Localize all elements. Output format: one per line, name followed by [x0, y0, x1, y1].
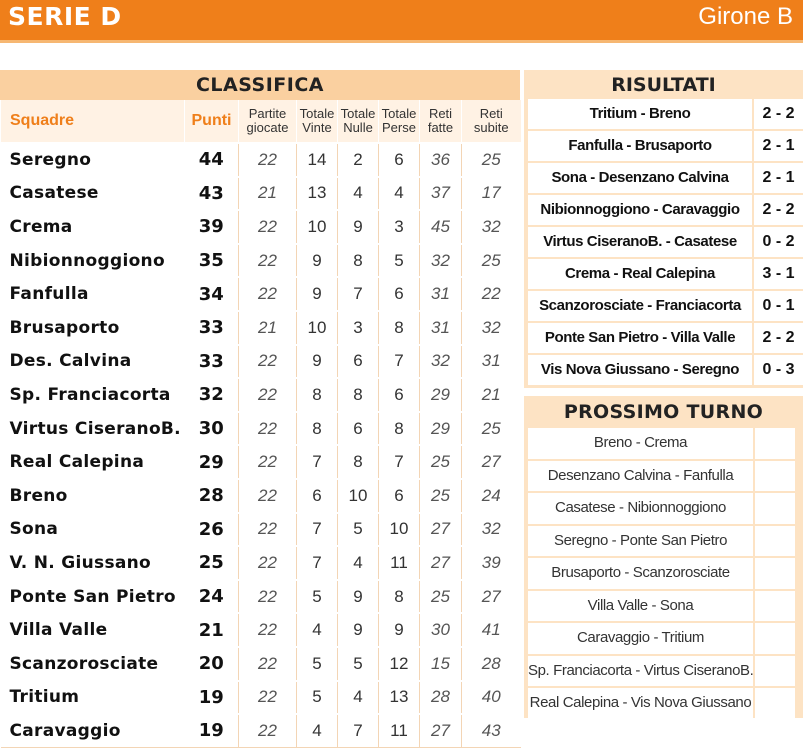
fixture-match: Villa Valle - Sona	[528, 591, 753, 622]
goals-against: 22	[462, 277, 521, 311]
table-row	[1, 378, 521, 412]
col-header-fatte: Reti fatte	[420, 100, 462, 143]
result-row	[524, 195, 803, 225]
col-header-giocate: Partite giocate	[239, 100, 297, 143]
team-points: 25	[185, 546, 239, 580]
table-row	[1, 546, 521, 580]
draws: 8	[338, 378, 379, 412]
fixture-match: Sp. Franciacorta - Virtus CiseranoB.	[528, 656, 753, 687]
team-points: 44	[185, 143, 239, 177]
games-played: 22	[239, 277, 297, 311]
team-name: Villa Valle	[1, 613, 185, 647]
team-points: 33	[185, 311, 239, 345]
goals-for: 27	[420, 546, 462, 580]
fixture-match: Real Calepina - Vis Nova Giussano	[528, 688, 753, 719]
wins: 8	[297, 412, 338, 446]
goals-for: 15	[420, 647, 462, 681]
team-points: 28	[185, 479, 239, 513]
team-points: 39	[185, 210, 239, 244]
team-points: 30	[185, 412, 239, 446]
table-row	[1, 681, 521, 715]
games-played: 22	[239, 345, 297, 379]
losses: 11	[379, 714, 420, 747]
result-score: 2 - 2	[754, 323, 803, 353]
results-title: RISULTATI	[611, 74, 716, 96]
goals-against: 32	[462, 311, 521, 345]
result-match: Nibionnoggiono - Caravaggio	[528, 195, 752, 225]
team-points: 21	[185, 613, 239, 647]
goals-for: 29	[420, 378, 462, 412]
goals-against: 28	[462, 647, 521, 681]
wins: 5	[297, 647, 338, 681]
standings-title: CLASSIFICA	[0, 70, 520, 100]
fixture-score-box	[755, 526, 795, 557]
goals-for: 29	[420, 412, 462, 446]
games-played: 22	[239, 244, 297, 278]
fixture-score-box	[755, 688, 795, 719]
fixture-row	[524, 526, 803, 557]
fixture-score-box	[755, 461, 795, 492]
fixture-match: Breno - Crema	[528, 428, 753, 459]
goals-for: 25	[420, 580, 462, 614]
goals-against: 32	[462, 210, 521, 244]
losses: 9	[379, 613, 420, 647]
table-row	[1, 177, 521, 211]
draws: 8	[338, 244, 379, 278]
fixture-score-box	[755, 558, 795, 589]
wins: 8	[297, 378, 338, 412]
result-score: 0 - 2	[754, 227, 803, 257]
fixture-row	[524, 623, 803, 654]
draws: 5	[338, 513, 379, 547]
team-name: Tritium	[1, 681, 185, 715]
league-title: SERIE D	[8, 2, 122, 31]
wins: 5	[297, 580, 338, 614]
results-panel	[524, 70, 803, 388]
draws: 8	[338, 445, 379, 479]
result-match: Tritium - Breno	[528, 99, 752, 129]
games-played: 21	[239, 177, 297, 211]
draws: 4	[338, 177, 379, 211]
next-round-panel	[524, 396, 803, 718]
result-score: 2 - 1	[754, 163, 803, 193]
draws: 9	[338, 210, 379, 244]
draws: 6	[338, 345, 379, 379]
games-played: 22	[239, 513, 297, 547]
goals-for: 36	[420, 143, 462, 177]
goals-against: 21	[462, 378, 521, 412]
result-score: 2 - 1	[754, 131, 803, 161]
table-row	[1, 143, 521, 177]
goals-for: 45	[420, 210, 462, 244]
goals-against: 25	[462, 244, 521, 278]
games-played: 22	[239, 714, 297, 747]
result-row	[524, 163, 803, 193]
goals-against: 25	[462, 143, 521, 177]
fixture-match: Casatese - Nibionnoggiono	[528, 493, 753, 524]
wins: 4	[297, 714, 338, 747]
team-points: 19	[185, 681, 239, 715]
wins: 7	[297, 445, 338, 479]
goals-for: 32	[420, 244, 462, 278]
losses: 3	[379, 210, 420, 244]
goals-against: 43	[462, 714, 521, 747]
draws: 6	[338, 412, 379, 446]
col-header-vinte: Totale Vinte	[297, 100, 338, 143]
result-score: 0 - 1	[754, 291, 803, 321]
team-name: Real Calepina	[1, 445, 185, 479]
col-header-squadre: Squadre	[1, 100, 185, 143]
losses: 6	[379, 143, 420, 177]
team-name: Brusaporto	[1, 311, 185, 345]
team-name: Virtus CiseranoB.	[1, 412, 185, 446]
games-played: 22	[239, 546, 297, 580]
col-header-subite: Reti subite	[462, 100, 521, 143]
fixture-match: Caravaggio - Tritium	[528, 623, 753, 654]
games-played: 22	[239, 647, 297, 681]
team-name: Breno	[1, 479, 185, 513]
goals-for: 30	[420, 613, 462, 647]
fixture-row	[524, 428, 803, 459]
losses: 5	[379, 244, 420, 278]
header-bar	[0, 0, 803, 40]
wins: 7	[297, 513, 338, 547]
goals-against: 41	[462, 613, 521, 647]
draws: 10	[338, 479, 379, 513]
team-points: 20	[185, 647, 239, 681]
wins: 14	[297, 143, 338, 177]
result-score: 3 - 1	[754, 259, 803, 289]
table-row	[1, 580, 521, 614]
wins: 9	[297, 277, 338, 311]
team-points: 19	[185, 714, 239, 747]
team-name: Seregno	[1, 143, 185, 177]
losses: 7	[379, 345, 420, 379]
goals-against: 27	[462, 580, 521, 614]
draws: 5	[338, 647, 379, 681]
table-row	[1, 513, 521, 547]
team-name: Sp. Franciacorta	[1, 378, 185, 412]
losses: 7	[379, 445, 420, 479]
wins: 10	[297, 311, 338, 345]
games-played: 22	[239, 210, 297, 244]
col-header-punti: Punti	[185, 100, 239, 143]
games-played: 22	[239, 479, 297, 513]
wins: 9	[297, 244, 338, 278]
goals-for: 25	[420, 445, 462, 479]
fixture-row	[524, 688, 803, 719]
goals-against: 32	[462, 513, 521, 547]
fixture-row	[524, 493, 803, 524]
table-row	[1, 445, 521, 479]
col-header-nulle: Totale Nulle	[338, 100, 379, 143]
wins: 10	[297, 210, 338, 244]
wins: 9	[297, 345, 338, 379]
draws: 9	[338, 580, 379, 614]
goals-for: 31	[420, 277, 462, 311]
games-played: 22	[239, 378, 297, 412]
games-played: 22	[239, 681, 297, 715]
losses: 4	[379, 177, 420, 211]
goals-for: 37	[420, 177, 462, 211]
result-row	[524, 131, 803, 161]
result-match: Scanzorosciate - Franciacorta	[528, 291, 752, 321]
games-played: 22	[239, 445, 297, 479]
losses: 6	[379, 479, 420, 513]
games-played: 22	[239, 613, 297, 647]
fixture-row	[524, 656, 803, 687]
losses: 8	[379, 580, 420, 614]
team-points: 33	[185, 345, 239, 379]
team-name: Sona	[1, 513, 185, 547]
wins: 5	[297, 681, 338, 715]
draws: 7	[338, 277, 379, 311]
goals-for: 28	[420, 681, 462, 715]
table-row	[1, 277, 521, 311]
result-row	[524, 99, 803, 129]
draws: 3	[338, 311, 379, 345]
games-played: 22	[239, 412, 297, 446]
draws: 4	[338, 681, 379, 715]
losses: 10	[379, 513, 420, 547]
losses: 8	[379, 311, 420, 345]
result-row	[524, 227, 803, 257]
result-row	[524, 323, 803, 353]
team-points: 29	[185, 445, 239, 479]
games-played: 22	[239, 143, 297, 177]
losses: 11	[379, 546, 420, 580]
result-row	[524, 291, 803, 321]
goals-against: 27	[462, 445, 521, 479]
fixture-match: Brusaporto - Scanzorosciate	[528, 558, 753, 589]
fixture-row	[524, 461, 803, 492]
team-points: 26	[185, 513, 239, 547]
standings-header-row	[1, 100, 521, 143]
draws: 7	[338, 714, 379, 747]
table-row	[1, 311, 521, 345]
table-row	[1, 244, 521, 278]
table-row	[1, 613, 521, 647]
goals-for: 25	[420, 479, 462, 513]
result-score: 2 - 2	[754, 195, 803, 225]
team-name: V. N. Giussano	[1, 546, 185, 580]
next-round-title: PROSSIMO TURNO	[563, 401, 764, 423]
goals-against: 25	[462, 412, 521, 446]
wins: 6	[297, 479, 338, 513]
games-played: 21	[239, 311, 297, 345]
result-row	[524, 259, 803, 289]
team-points: 24	[185, 580, 239, 614]
team-name: Fanfulla	[1, 277, 185, 311]
draws: 9	[338, 613, 379, 647]
draws: 2	[338, 143, 379, 177]
result-score: 2 - 2	[754, 99, 803, 129]
team-name: Scanzorosciate	[1, 647, 185, 681]
fixture-match: Seregno - Ponte San Pietro	[528, 526, 753, 557]
goals-against: 39	[462, 546, 521, 580]
result-row	[524, 355, 803, 385]
fixture-row	[524, 558, 803, 589]
losses: 8	[379, 412, 420, 446]
goals-against: 40	[462, 681, 521, 715]
table-row	[1, 647, 521, 681]
losses: 6	[379, 378, 420, 412]
fixture-score-box	[755, 591, 795, 622]
fixture-score-box	[755, 428, 795, 459]
goals-for: 27	[420, 513, 462, 547]
table-row	[1, 479, 521, 513]
result-score: 0 - 3	[754, 355, 803, 385]
wins: 7	[297, 546, 338, 580]
team-points: 32	[185, 378, 239, 412]
goals-against: 24	[462, 479, 521, 513]
goals-against: 17	[462, 177, 521, 211]
team-name: Ponte San Pietro	[1, 580, 185, 614]
wins: 4	[297, 613, 338, 647]
table-row	[1, 714, 521, 747]
fixture-row	[524, 591, 803, 622]
col-header-perse: Totale Perse	[379, 100, 420, 143]
result-match: Virtus CiseranoB. - Casatese	[528, 227, 752, 257]
team-name: Nibionnoggiono	[1, 244, 185, 278]
result-match: Crema - Real Calepina	[528, 259, 752, 289]
result-match: Vis Nova Giussano - Seregno	[528, 355, 752, 385]
group-title: Girone B	[698, 3, 793, 30]
table-row	[1, 210, 521, 244]
team-points: 35	[185, 244, 239, 278]
standings-table	[0, 100, 521, 748]
fixture-score-box	[755, 656, 795, 687]
team-points: 34	[185, 277, 239, 311]
header-divider	[0, 40, 803, 43]
fixture-score-box	[755, 623, 795, 654]
table-row	[1, 345, 521, 379]
goals-for: 32	[420, 345, 462, 379]
team-name: Des. Calvina	[1, 345, 185, 379]
goals-against: 31	[462, 345, 521, 379]
goals-for: 27	[420, 714, 462, 747]
team-name: Casatese	[1, 177, 185, 211]
team-points: 43	[185, 177, 239, 211]
wins: 13	[297, 177, 338, 211]
fixture-match: Desenzano Calvina - Fanfulla	[528, 461, 753, 492]
result-match: Fanfulla - Brusaporto	[528, 131, 752, 161]
team-name: Crema	[1, 210, 185, 244]
games-played: 22	[239, 580, 297, 614]
result-match: Sona - Desenzano Calvina	[528, 163, 752, 193]
draws: 4	[338, 546, 379, 580]
team-name: Caravaggio	[1, 714, 185, 747]
result-match: Ponte San Pietro - Villa Valle	[528, 323, 752, 353]
fixture-score-box	[755, 493, 795, 524]
standings-panel	[0, 70, 520, 748]
losses: 13	[379, 681, 420, 715]
goals-for: 31	[420, 311, 462, 345]
losses: 6	[379, 277, 420, 311]
losses: 12	[379, 647, 420, 681]
table-row	[1, 412, 521, 446]
